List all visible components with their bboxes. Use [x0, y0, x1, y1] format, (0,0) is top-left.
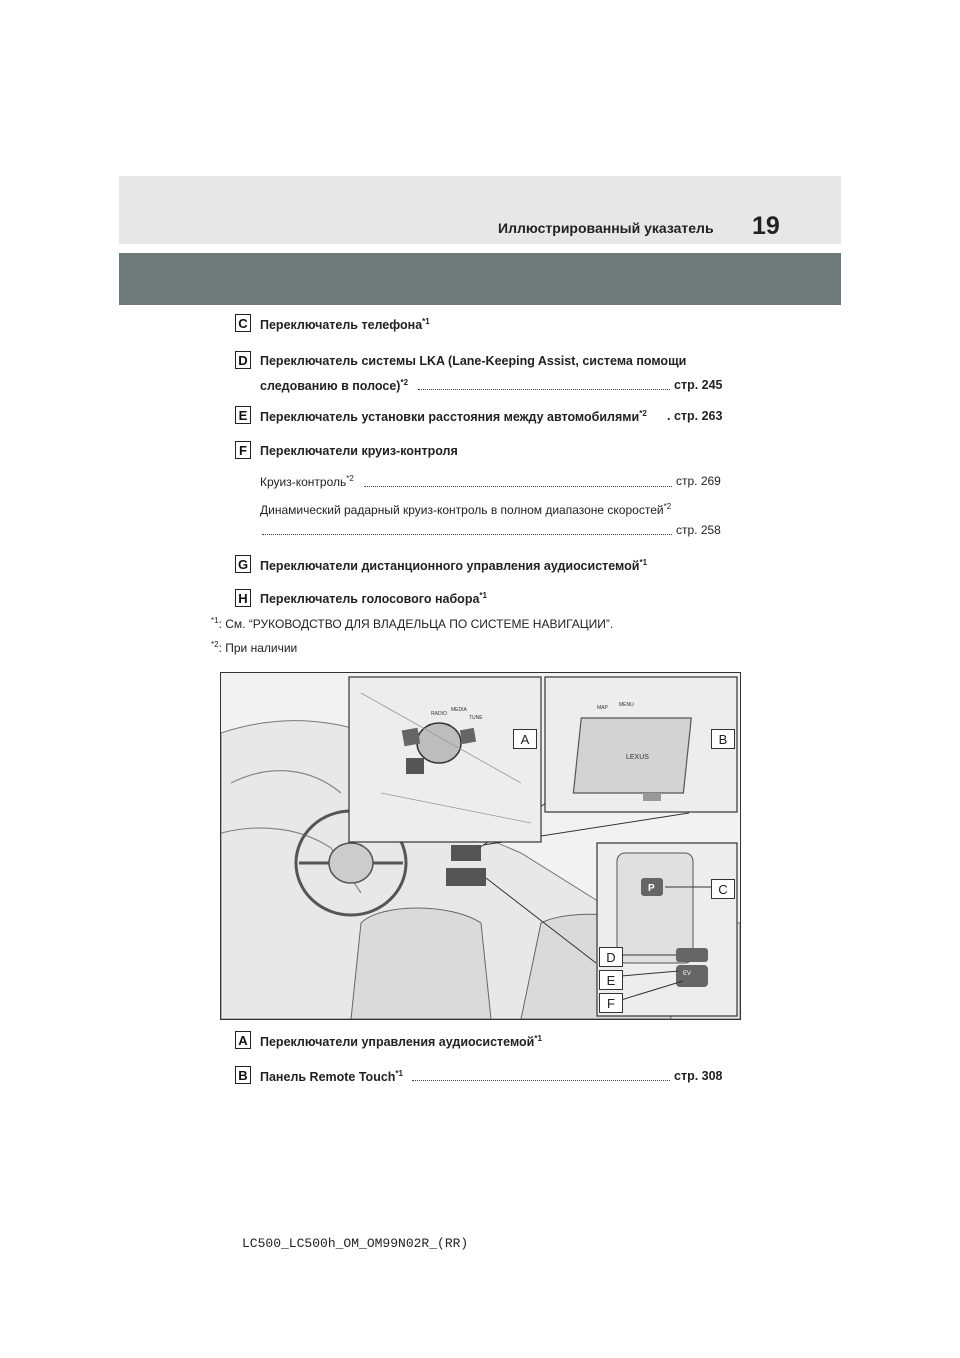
section-title: Иллюстрированный указатель: [498, 220, 714, 236]
svg-text:TUNE: TUNE: [469, 715, 483, 721]
callout-e: E: [599, 970, 623, 990]
page-ref-258[interactable]: стр. 258: [676, 523, 721, 537]
item-cruise-switches: Переключатели круиз-контроля: [260, 444, 458, 458]
callout-d: D: [599, 947, 623, 967]
page-ref-308[interactable]: стр. 308: [674, 1069, 723, 1083]
svg-text:LEXUS: LEXUS: [626, 754, 649, 761]
badge-b: B: [235, 1066, 251, 1084]
page-ref-269[interactable]: стр. 269: [676, 474, 721, 488]
item-audio-remote-switches: Переключатели дистанционного управления аудиосистемой$^{*1}$: [260, 558, 648, 574]
sub-cruise-control: Круиз-контроль$^{*2}$: [260, 474, 354, 489]
badge-a: A: [235, 1031, 251, 1049]
header-top-bar: [119, 176, 841, 244]
callout-a: A: [513, 729, 537, 749]
leader-dots: [412, 1080, 670, 1081]
item-distance-switch: Переключатель установки расстояния между автомобилями$^{*2}$: [260, 409, 647, 425]
svg-text:MENU: MENU: [619, 702, 634, 708]
svg-text:MEDIA: MEDIA: [451, 707, 467, 713]
footnote-1: $^{*1}$: См. “РУКОВОДСТВО ДЛЯ ВЛАДЕЛЬЦА ПО СИСТЕМЕ НАВИГАЦИИ”.: [211, 616, 614, 631]
page-ref-245[interactable]: стр. 245: [674, 378, 723, 392]
badge-h: H: [235, 589, 251, 607]
callout-c: C: [711, 879, 735, 899]
item-lka-switch-line1: Переключатель системы LKA (Lane-Keeping Assist, система помощи: [260, 354, 687, 368]
badge-g: G: [235, 555, 251, 573]
callout-b: B: [711, 729, 735, 749]
badge-f: F: [235, 441, 251, 459]
item-lka-switch-line2: следованию в полосе)$^{*2}$: [260, 378, 409, 394]
badge-e: E: [235, 406, 251, 424]
badge-c: C: [235, 314, 251, 332]
page-ref-263[interactable]: . стр. 263: [667, 409, 723, 423]
page-number: 19: [752, 212, 780, 240]
leader-dots: [418, 389, 670, 390]
svg-text:MAP: MAP: [597, 705, 608, 711]
svg-text:P: P: [648, 883, 655, 894]
sub-radar-cruise: Динамический радарный круиз-контроль в полном диапазоне скоростей$^{*2}$: [260, 502, 672, 517]
leader-dots: [364, 486, 672, 487]
document-code: LC500_LC500h_OM_OM99N02R_(RR): [242, 1236, 469, 1251]
leader-dots: [262, 534, 672, 535]
svg-text:EV: EV: [683, 971, 692, 977]
badge-d: D: [235, 351, 251, 369]
item-remote-touch: Панель Remote Touch$^{*1}$: [260, 1069, 403, 1085]
footnote-2: $^{*2}$: При наличии: [211, 640, 298, 655]
svg-text:RADIO: RADIO: [431, 711, 447, 717]
item-voice-dial-switch: Переключатель голосового набора$^{*1}$: [260, 591, 487, 607]
interior-illustration: [220, 672, 741, 1020]
interior-drawing: [221, 673, 740, 1019]
item-phone-switch: Переключатель телефона$^{*1}$: [260, 317, 430, 333]
header-band: [119, 253, 841, 305]
item-audio-switches: Переключатели управления аудиосистемой$^{*1}$: [260, 1034, 542, 1050]
callout-f: F: [599, 993, 623, 1013]
